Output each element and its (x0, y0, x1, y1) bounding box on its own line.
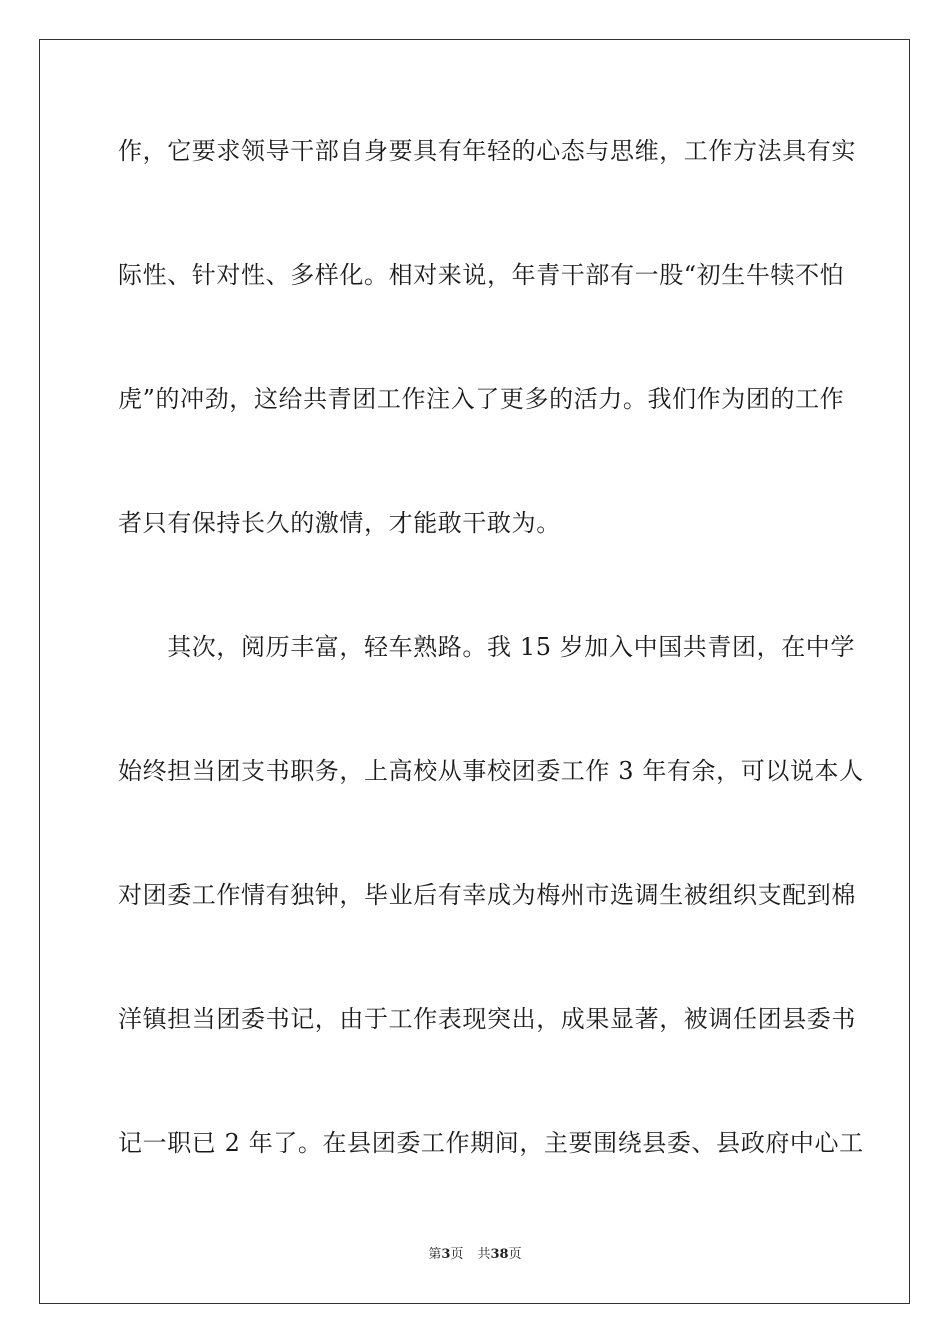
text-line: 其次，阅历丰富，轻车熟路。我 15 岁加入中国共青团，在中学 (118, 633, 855, 661)
text-line: 者只有保持长久的激情，才能敢干敢为。 (118, 509, 561, 537)
text-line: 洋镇担当团委书记，由于工作表现突出，成果显著，被调任团县委书 (118, 1005, 856, 1033)
page-footer (0, 1246, 950, 1264)
page-suffix: 页 (450, 1247, 464, 1262)
text-line: 记一职已 2 年了。在县团委工作期间，主要围绕县委、县政府中心工 (118, 1129, 864, 1157)
text-line: 作，它要求领导干部自身要具有年轻的心态与思维，工作方法具有实 (118, 137, 856, 165)
text-line: 虎”的冲劲，这给共青团工作注入了更多的活力。我们作为团的工作 (118, 385, 845, 413)
total-pages: 38 (490, 1247, 509, 1262)
page-number: 3 (441, 1247, 451, 1262)
total-suffix: 页 (508, 1247, 522, 1262)
page-frame (39, 39, 910, 1304)
text-line: 际性、针对性、多样化。相对来说，年青干部有一股“初生牛犊不怕 (118, 261, 845, 289)
text-line: 始终担当团支书职务，上高校从事校团委工作 3 年有余，可以说本人 (118, 757, 864, 785)
total-prefix: 共 (477, 1247, 491, 1262)
page-prefix: 第 (428, 1247, 442, 1262)
text-line: 对团委工作情有独钟，毕业后有幸成为梅州市选调生被组织支配到棉 (118, 881, 856, 909)
